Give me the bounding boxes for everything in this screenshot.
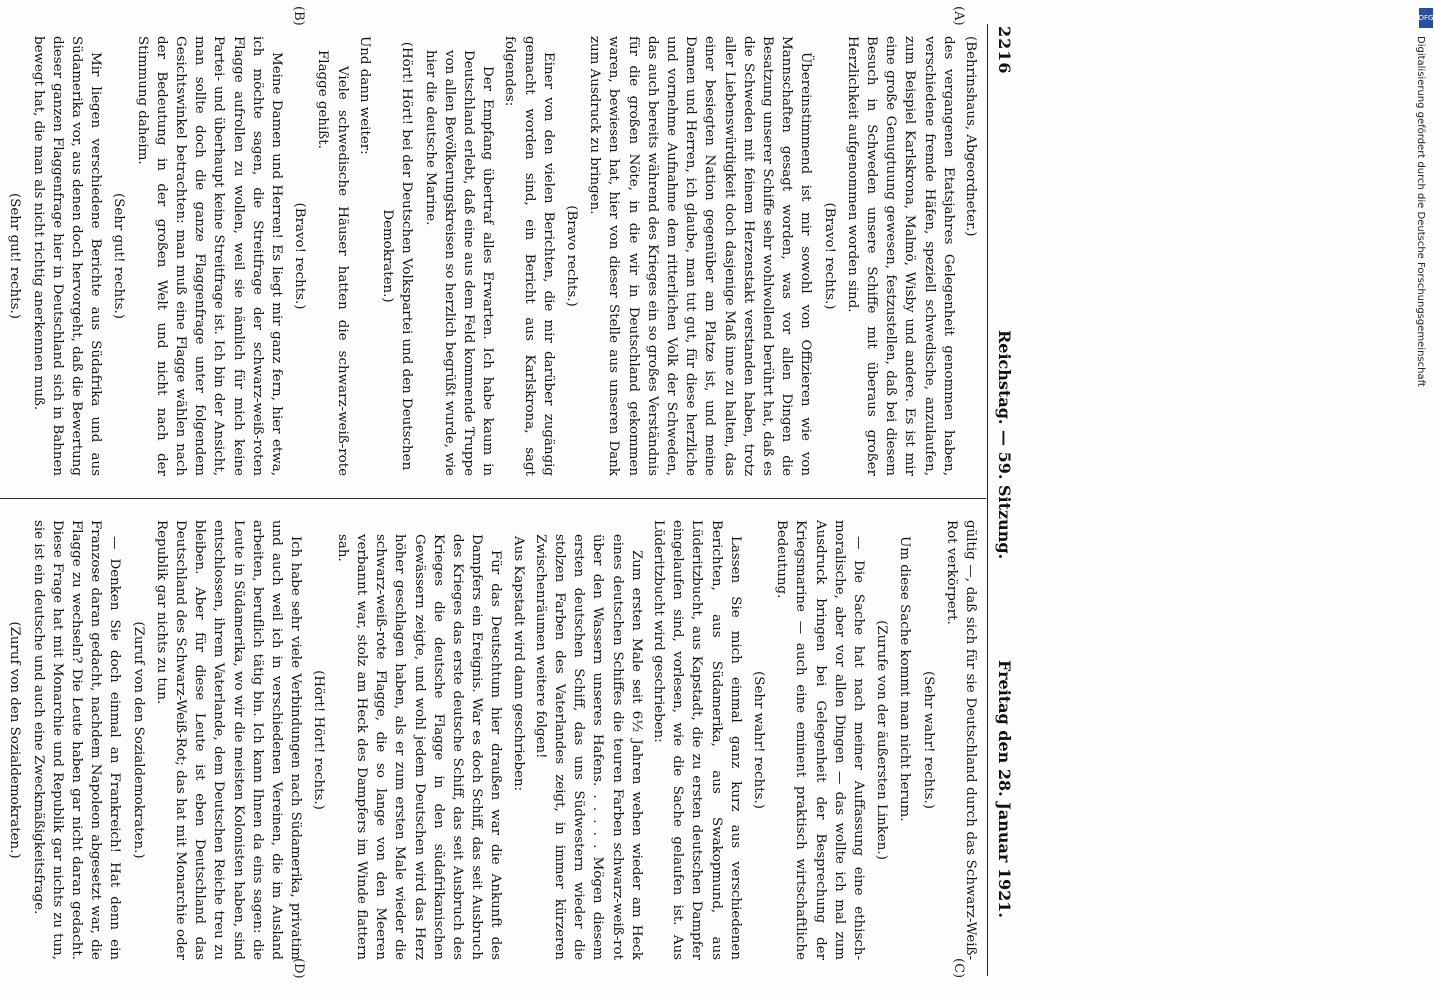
paragraph: Einer von den vielen Berichten, die mir darüber zugängig gemacht worden sind, ein Bericht aus Karlskrona, sagt folgendes: [502,36,556,476]
interjection: (Bravo! rechts.) [821,202,837,310]
document-page [0,6,1026,980]
session-date: Freitag den 28. Januar 1921. [995,660,1014,918]
margin-mark-b: (B) [291,6,306,26]
paragraph: Übereinstimmend ist mir sowohl von Offizieren wie von Mannschaften gesagt worden, was vor allen Dingen die Besatzung unserer Schiffe sehr wohlwollend berührt hat, daß es die Schweden mit feinem Herzenstakt verstanden haben, trotz aller Liebenswürdigkeit doch dasjenige Maß inne zu halten, das einer besiegten Nation gegenüber am Platze ist, und meine Damen und Herren, ich glaube, man tut gut, für diese herzliche und vornehme Aufnahme dem ritterlichen Volk der Schweden, das auch bereits während des Krieges ein so großes Verständnis für die großen Nöte, in die wir in Deutschland gekommen waren, bewiesen hat, hier von dieser Stelle aus unseren Dank zum Ausdruck zu bringen. [587,36,814,476]
text-column-right [0,520,980,960]
speaker-line: (Behrinshaus, Abgeordneter.) [963,36,978,237]
quotation: Für das Deutschtum hier draußen war die Ankunft des Dampfers ein Ereignis. War es doch Schiff, das seit Ausbruch des Krieges das erste deutsche Schiff, das seit Ausbruch des Krieges die deutsche Flagge in den südafrikanischen Gewässern zeigte, und wohl jedem Deutschen wird das Herz höher geschlagen haben, als er zum ersten Male wieder die schwarz-weiß-rote Flagge, die so lange von den Meeren verbannt war, stolz am Heck des Dampfers im Winde flattern sah. [334,534,504,960]
interjection: (Sehr gut! rechts.) [7,192,23,319]
paragraph [0,36,1,476]
dfg-logo-icon: DFG [1419,8,1433,28]
paragraph: Lassen Sie mich einmal ganz kurz aus verschiedenen Berichten, aus Südamerika, aus Swakopmund, aus Lüderitzbucht, aus Kapstadt, die zu ersten deutschen Dampfer eingelaufen sind, vorlesen, wie die Sache gelaufen ist. Aus Lüderitzbucht wird geschrieben: [650,520,743,960]
interjection: (Sehr wahr! rechts.) [920,671,936,809]
margin-mark-c: (C) [951,958,966,979]
interjection: (Hört! Hört! bei der Deutschen Volkspartei und den Deutschen Demokraten.) [380,41,415,471]
interjection: (Zurufe von der äußersten Linken.) [874,620,890,860]
paragraph: — Denken Sie doch einmal an Frankreich! Hat denn ein Franzose daran gedacht, nachdem Napoleon abgesetzt war, die Flagge zu wechseln? Die Leute haben gar nicht daran gedacht. Diese Frage hat mit Monarchie und Republik gar nichts zu tun, sie ist ein deutsche und auch eine Zweckmäßigkeitsfrage. [30,520,123,960]
interjection: (Hört! Hört! rechts.) [311,670,327,810]
paragraph: Und dann weiter: [356,36,372,155]
quotation: Zum ersten Male seit 6½ Jahren wehen wieder am Heck eines deutschen Schiffes die teuren Farben schwarz-weiß-rot über den Wassern unseres Hafens. . . . . . Mögen diesem ersten deutschen Schiff, das uns Südwestern wieder die stolzen Farben des Vaterlandes zeigt, in immer kürzeren Zwischenräumen weitere folgen! [532,534,644,960]
paragraph [0,520,1,960]
session-title: Reichstag. — 59. Sitzung. [995,330,1014,560]
interjection: (Zuruf von den Sozialdemokraten.) [130,621,146,859]
margin-mark-d: (D) [291,958,306,979]
paragraph: — Die Sache hat nach meiner Auffassung eine ethisch-moralische, aber vor allen Dingen — das wollte ich mal zum Ausdruck bringen bei Gelegenheit der Besprechung der Kriegsmarine — auch eine eminent praktisch wirtschaftliche Bedeutung. [774,520,866,960]
quotation: Viele schwedische Häuser hatten die schwarz-weiß-rote Flagge gehißt. [315,50,350,476]
column-divider [0,498,986,499]
paragraph: gültig —, daß sich für sie Deutschland durch das Schwarz-Weiß-Rot verkörpert. [943,520,978,960]
page-header [982,20,1026,980]
paragraph: des vergangenen Etatsjahres Gelegenheit genommen haben, verschiedene fremde Häfen, speziell schwedische, anzulaufen, zum Beispiel Karlskrona, Malmö, Wisby und andere. Es ist mir eine große Genugtuung gewesen, festzustellen, daß bei diesem Besuch in Schweden unsere Schiffe mit überaus großer Herzlichkeit aufgenommen worden sind. [844,36,956,476]
interjection: (Bravo rechts.) [563,205,579,307]
page-number: 2216 [995,26,1014,75]
interjection: (Bravo! rechts.) [292,202,308,310]
paragraph: Meine Damen und Herren! Es liegt mir ganz fern, hier etwa, ich möchte sagen, die Streitfrage der schwarz-weiß-roten Flagge aufrollen zu wollen, weil sie nämlich für mich keine Partei- und überhaupt keine Streitfrage ist. Ich bin der Ansicht, man sollte doch die ganze Flaggenfrage unter folgendem Gesichtswinkel betrachten: man muß eine Flagge wählen nach der Bedeutung in der großen Welt und nicht nach der Stimmung daheim. [134,36,285,476]
paragraph: Um diese Sache kommt man nicht herum. [897,536,913,822]
funding-note: Digitalisierung gefördert durch die Deutsche Forschungsgemeinschaft [1415,36,1426,387]
quotation: Der Empfang übertraf alles Erwarten. Ich habe kaum in Deutschland erlebt, daß eine aus dem Feld kommende Truppe von allen Bevölkerungskreisen so herzlich begrüßt wurde, wie hier die deutsche Marine. [422,50,496,476]
interjection: (Sehr gut! rechts.) [111,192,127,319]
paragraph: Mir liegen verschiedene Berichte aus Südafrika und aus Südamerika vor, aus denen doch hervorgeht, daß die Bewertung dieser ganzen Flaggenfrage hier in Deutschland sich in Bahnen bewegt hat, die man als nicht richtig anerkennen muß. [30,36,104,476]
header-rule [987,24,988,976]
margin-mark-a: (A) [951,6,966,26]
paragraph: Aus Kapstadt wird dann geschrieben: [510,536,526,792]
text-column-left [0,36,980,476]
interjection: (Sehr wahr! rechts.) [750,671,766,809]
interjection: (Zuruf von den Sozialdemokraten.) [7,621,23,859]
paragraph: Ich habe sehr viele Verbindungen nach Südamerika, privatim und auch weil ich in verschiedenen Vereinen, die im Ausland arbeiten, beruflich tätig bin. Ich kann Ihnen da eins sagen: die Leute in Südamerika, wo wir die meisten Kolonisten haben, sind entschlossen, ihrem Vaterlande, dem Deutschen Reiche treu zu bleiben. Aber für diese Leute ist eben Deutschland das Deutschland des Schwarz-Weiß-Rot; das hat mit Monarchie oder Republik gar nichts zu tun. [153,520,304,960]
